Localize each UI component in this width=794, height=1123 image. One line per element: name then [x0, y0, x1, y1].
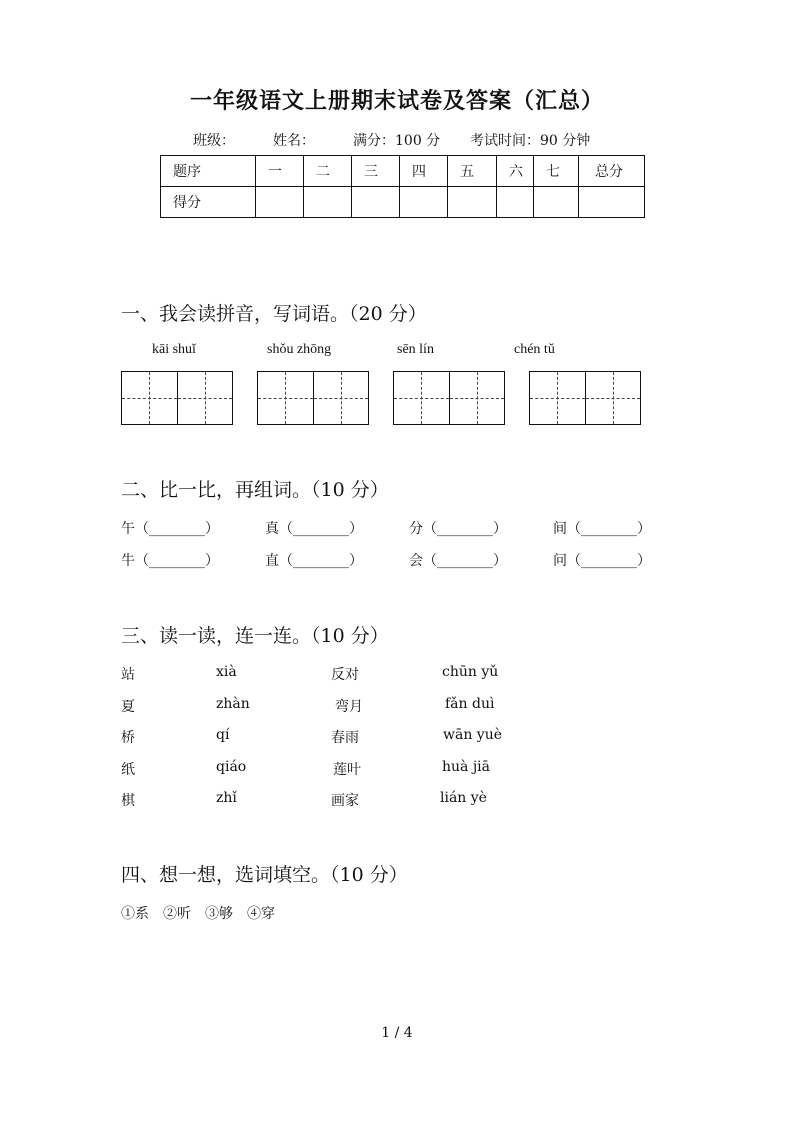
header-cell: 七: [534, 156, 579, 187]
writing-grid[interactable]: [529, 371, 641, 425]
match-word-pinyin[interactable]: wān yuè: [443, 727, 503, 743]
pinyin-label: kāi shuǐ: [152, 342, 196, 357]
word-options: ①系 ②听 ③够 ④穿: [121, 906, 275, 922]
writing-cell[interactable]: [122, 372, 178, 424]
match-char[interactable]: 站: [121, 667, 135, 683]
row-label: 得分: [161, 187, 256, 218]
compare-item[interactable]: 直（________）: [265, 553, 363, 569]
writing-grid[interactable]: [393, 371, 505, 425]
match-char[interactable]: 夏: [121, 699, 135, 715]
match-char[interactable]: 纸: [121, 762, 135, 778]
score-table: [160, 155, 645, 218]
writing-grid[interactable]: [257, 371, 369, 425]
score-table-score-row: [161, 187, 645, 218]
name-label: 姓名：: [273, 133, 315, 149]
match-word[interactable]: 弯月: [335, 699, 363, 715]
compare-item[interactable]: 午（________）: [121, 521, 219, 537]
header-cell: 总分: [579, 156, 645, 187]
writing-cell[interactable]: [394, 372, 450, 424]
writing-cell[interactable]: [530, 372, 586, 424]
compare-item[interactable]: 分（________）: [409, 521, 507, 537]
compare-item[interactable]: 真（________）: [265, 521, 363, 537]
header-cell: 二: [304, 156, 352, 187]
score-cell[interactable]: [448, 187, 497, 218]
score-table-header-row: [161, 156, 645, 187]
match-char[interactable]: 桥: [121, 730, 135, 746]
score-cell[interactable]: [534, 187, 579, 218]
compare-item[interactable]: 问（________）: [553, 553, 651, 569]
match-pinyin[interactable]: zhàn: [216, 696, 250, 712]
writing-cell[interactable]: [450, 372, 505, 424]
section2-title: 二、比一比，再组词。（10 分）: [121, 479, 389, 501]
pinyin-label: chén tǔ: [514, 342, 555, 357]
exam-time-label: 考试时间：90 分钟: [470, 133, 591, 149]
compare-item[interactable]: 会（________）: [409, 553, 507, 569]
header-cell: 三: [352, 156, 400, 187]
match-word-pinyin[interactable]: huà jiā: [442, 759, 490, 775]
writing-cell[interactable]: [178, 372, 233, 424]
match-pinyin[interactable]: zhǐ: [216, 790, 237, 806]
match-char[interactable]: 棋: [121, 793, 135, 809]
score-cell[interactable]: [256, 187, 304, 218]
page-number: 1 / 4: [381, 1025, 413, 1041]
header-cell: 六: [497, 156, 534, 187]
writing-cell[interactable]: [586, 372, 641, 424]
writing-cell[interactable]: [314, 372, 369, 424]
header-cell: 一: [256, 156, 304, 187]
pinyin-label: sēn lín: [397, 342, 434, 357]
match-word[interactable]: 春雨: [331, 730, 359, 746]
match-word-pinyin[interactable]: lián yè: [440, 790, 487, 806]
class-label: 班级：: [193, 133, 235, 149]
writing-grid[interactable]: [121, 371, 233, 425]
header-cell: 四: [400, 156, 448, 187]
match-word[interactable]: 莲叶: [333, 762, 361, 778]
pinyin-label: shǒu zhōng: [267, 342, 332, 357]
compare-item[interactable]: 间（________）: [553, 521, 651, 537]
score-cell[interactable]: [579, 187, 645, 218]
score-cell[interactable]: [304, 187, 352, 218]
match-word-pinyin[interactable]: fǎn duì: [445, 696, 495, 712]
header-cell: 题序: [161, 156, 256, 187]
full-score-label: 满分：100 分: [353, 133, 441, 149]
match-pinyin[interactable]: qí: [216, 727, 230, 743]
section1-title: 一、我会读拼音，写词语。（20 分）: [121, 303, 427, 325]
score-cell[interactable]: [497, 187, 534, 218]
match-pinyin[interactable]: xià: [216, 664, 237, 680]
header-cell: 五: [448, 156, 497, 187]
score-cell[interactable]: [352, 187, 400, 218]
match-word-pinyin[interactable]: chūn yǔ: [442, 664, 499, 680]
section3-title: 三、读一读，连一连。（10 分）: [121, 625, 389, 647]
section4-title: 四、想一想，选词填空。（10 分）: [121, 864, 408, 886]
match-word[interactable]: 反对: [331, 667, 359, 683]
score-cell[interactable]: [400, 187, 448, 218]
match-pinyin[interactable]: qiáo: [216, 759, 247, 775]
page-title: 一年级语文上册期末试卷及答案（汇总）: [189, 88, 604, 114]
match-word[interactable]: 画家: [331, 793, 359, 809]
compare-item[interactable]: 牛（________）: [121, 553, 219, 569]
writing-cell[interactable]: [258, 372, 314, 424]
